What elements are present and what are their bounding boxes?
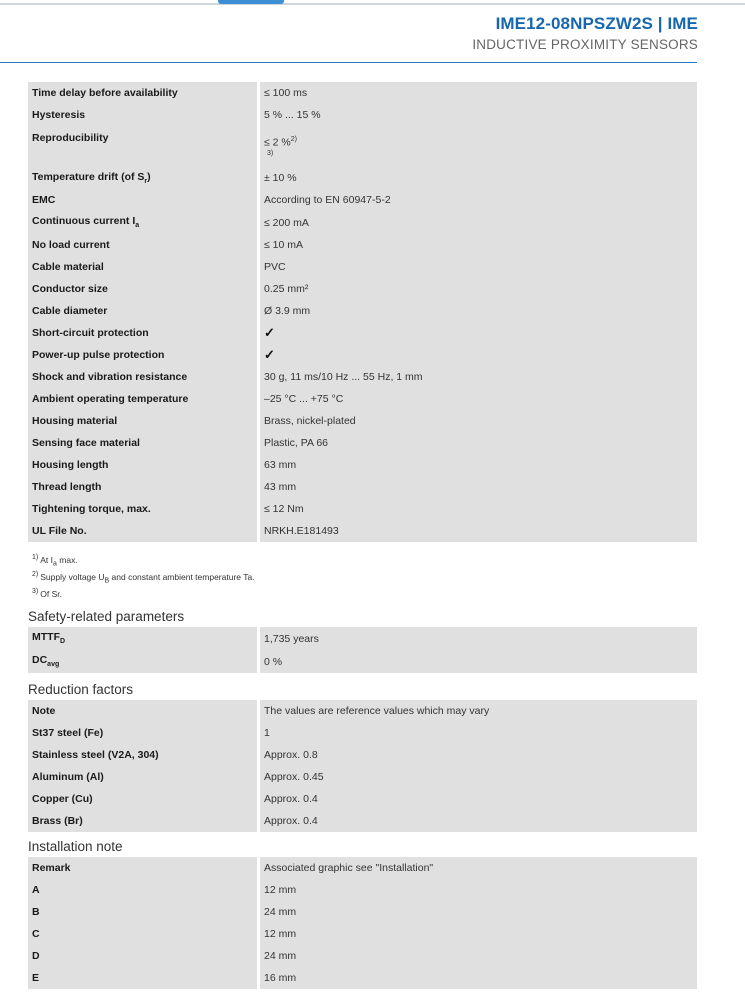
row-value <box>260 744 697 766</box>
value-text: 5 % ... 15 % <box>264 109 321 121</box>
row-value <box>260 901 697 923</box>
table-row <box>28 344 697 366</box>
row-label <box>28 650 260 673</box>
value-text: NRKH.E181493 <box>264 525 339 537</box>
row-label <box>28 234 260 256</box>
row-label <box>28 476 260 498</box>
row-label <box>28 520 260 542</box>
table-row <box>28 167 697 189</box>
label-text: Hysteresis <box>32 109 86 121</box>
label-text: Housing material <box>32 415 118 427</box>
label-text: MTTF <box>32 631 60 644</box>
row-label <box>28 788 260 810</box>
reduction-table <box>28 700 697 832</box>
row-label <box>28 945 260 967</box>
label-text: Stainless steel (V2A, 304) <box>32 749 159 761</box>
row-value <box>260 476 697 498</box>
row-value <box>260 234 697 256</box>
value-text: 12 mm <box>264 928 297 940</box>
table-row <box>28 82 697 104</box>
value-text: ± 10 % <box>264 172 297 184</box>
row-label <box>28 189 260 211</box>
label-text: Housing length <box>32 459 109 471</box>
row-value <box>260 410 697 432</box>
row-label <box>28 366 260 388</box>
row-value <box>260 104 697 126</box>
label-text: Temperature drift (of S <box>32 170 145 183</box>
row-label <box>28 722 260 744</box>
row-value <box>260 366 697 388</box>
label-text: Time delay before availability <box>32 87 178 99</box>
row-value <box>260 388 697 410</box>
row-value <box>260 126 697 167</box>
footnote-mark: 2) <box>32 571 39 578</box>
label-text: Aluminum (Al) <box>32 771 104 783</box>
value-text: Approx. 0.8 <box>264 749 318 761</box>
table-row <box>28 498 697 520</box>
table-row <box>28 234 697 256</box>
row-value <box>260 857 697 879</box>
label-text: Copper (Cu) <box>32 793 93 805</box>
table-row <box>28 766 697 788</box>
value-text: The values are reference values which may vary <box>264 705 490 717</box>
table-row <box>28 744 697 766</box>
checkmark-icon: ✓ <box>264 347 275 362</box>
label-text: D <box>32 950 40 962</box>
table-row <box>28 322 697 344</box>
row-label <box>28 167 260 189</box>
label-text: E <box>32 972 40 984</box>
row-label <box>28 388 260 410</box>
row-label <box>28 498 260 520</box>
footnote-text: Of Sr. <box>40 588 62 599</box>
row-value <box>260 256 697 278</box>
product-title: IME12-08NPSZW2S | IME <box>495 14 698 33</box>
label-text: A <box>32 884 40 896</box>
table-row <box>28 722 697 744</box>
row-label <box>28 627 260 650</box>
value-text: According to EN 60947-5-2 <box>264 194 391 206</box>
label-text: Reproducibility <box>32 132 109 144</box>
table-row <box>28 432 697 454</box>
specifications-table <box>28 82 697 542</box>
installation-table <box>28 857 697 989</box>
value-text: 16 mm <box>264 972 297 984</box>
table-row <box>28 189 697 211</box>
value-text: 1 <box>264 727 270 739</box>
label-text: Note <box>32 705 56 717</box>
header-divider <box>0 62 697 63</box>
table-row <box>28 879 697 901</box>
label-text: Cable material <box>32 261 104 273</box>
label-text: St37 steel (Fe) <box>32 727 104 739</box>
row-label <box>28 857 260 879</box>
value-text: Approx. 0.4 <box>264 815 318 827</box>
label-text: Tightening torque, max. <box>32 503 151 515</box>
value-text: 12 mm <box>264 884 297 896</box>
row-label <box>28 82 260 104</box>
label-text: Conductor size <box>32 283 108 295</box>
row-value <box>260 344 697 366</box>
row-value <box>260 432 697 454</box>
row-label <box>28 810 260 832</box>
row-value <box>260 211 697 234</box>
section-title-installation: Installation note <box>28 839 123 854</box>
label-text: Brass (Br) <box>32 815 83 827</box>
label-text: Shock and vibration resistance <box>32 371 188 383</box>
row-label <box>28 879 260 901</box>
checkmark-icon: ✓ <box>264 325 275 340</box>
footnote-tail: and constant ambient temperature Ta. <box>109 571 255 582</box>
footnote-mark: 3) <box>32 588 39 595</box>
value-text: 1,735 years <box>264 632 319 645</box>
table-row <box>28 857 697 879</box>
footnote-text: Supply voltage U <box>40 571 105 582</box>
row-value <box>260 167 697 189</box>
row-label <box>28 700 260 722</box>
value-text: Plastic, PA 66 <box>264 437 329 449</box>
value-text: 0.25 mm² <box>264 283 309 295</box>
label-text: Sensing face material <box>32 437 140 449</box>
row-label <box>28 344 260 366</box>
row-value <box>260 945 697 967</box>
table-row <box>28 388 697 410</box>
row-label <box>28 104 260 126</box>
label-text: Power-up pulse protection <box>32 349 165 361</box>
row-value <box>260 520 697 542</box>
table-row <box>28 104 697 126</box>
table-row <box>28 810 697 832</box>
row-label <box>28 126 260 167</box>
value-text: Approx. 0.4 <box>264 793 318 805</box>
row-value <box>260 322 697 344</box>
table-row <box>28 126 697 167</box>
footnote-item <box>32 554 78 568</box>
label-subscript: D <box>60 638 66 646</box>
row-label <box>28 432 260 454</box>
label-text: C <box>32 928 40 940</box>
row-value <box>260 627 697 650</box>
footnote-item <box>32 588 62 599</box>
label-subscript: a <box>135 222 140 230</box>
top-tab-indicator <box>218 0 284 4</box>
table-row <box>28 278 697 300</box>
row-label <box>28 454 260 476</box>
label-text: Thread length <box>32 481 102 493</box>
table-row <box>28 454 697 476</box>
value-text: ≤ 2 % <box>264 136 291 149</box>
value-text: 24 mm <box>264 950 297 962</box>
row-value <box>260 967 697 989</box>
footnote-tail: max. <box>56 554 78 565</box>
value-text: 63 mm <box>264 459 297 471</box>
row-label <box>28 322 260 344</box>
label-text: Remark <box>32 862 71 874</box>
table-row <box>28 901 697 923</box>
label-text: Cable diameter <box>32 305 108 317</box>
row-label <box>28 211 260 234</box>
row-value <box>260 189 697 211</box>
row-value <box>260 722 697 744</box>
table-row <box>28 967 697 989</box>
label-text: EMC <box>32 194 56 206</box>
value-text: Approx. 0.45 <box>264 771 324 783</box>
value-text: PVC <box>264 261 286 273</box>
row-value <box>260 923 697 945</box>
row-value <box>260 82 697 104</box>
row-label <box>28 923 260 945</box>
table-row <box>28 366 697 388</box>
footnote-text: At I <box>40 554 53 565</box>
value-text: ≤ 100 ms <box>264 87 308 99</box>
row-value <box>260 650 697 673</box>
table-row <box>28 211 697 234</box>
value-text: 43 mm <box>264 481 297 493</box>
label-text: Short-circuit protection <box>32 327 149 339</box>
footnote-subscript: B <box>104 577 110 585</box>
label-text: DC <box>32 654 48 667</box>
row-label <box>28 256 260 278</box>
value-text: 30 g, 11 ms/10 Hz ... 55 Hz, 1 mm <box>264 371 423 383</box>
label-text: UL File No. <box>32 525 87 537</box>
row-value <box>260 300 697 322</box>
row-label <box>28 300 260 322</box>
label-text: B <box>32 906 40 918</box>
row-label <box>28 278 260 300</box>
footnote-mark: 1) <box>32 554 39 561</box>
label-subscript: avg <box>47 661 60 669</box>
label-subscript: r <box>144 178 148 186</box>
footnote-item <box>32 571 255 585</box>
value-footnote-note: 3) <box>267 149 274 157</box>
safety-table <box>28 627 697 673</box>
label-text: Continuous current I <box>32 215 136 228</box>
product-category: INDUCTIVE PROXIMITY SENSORS <box>472 37 698 52</box>
table-row <box>28 256 697 278</box>
table-row <box>28 650 697 673</box>
label-text: No load current <box>32 239 110 251</box>
value-text: ≤ 12 Nm <box>264 503 304 515</box>
row-label <box>28 901 260 923</box>
value-text: Brass, nickel-plated <box>264 415 356 427</box>
row-value <box>260 278 697 300</box>
footnote-subscript: a <box>53 560 57 568</box>
label-text: Ambient operating temperature <box>32 393 189 405</box>
row-value <box>260 766 697 788</box>
row-value <box>260 810 697 832</box>
row-label <box>28 967 260 989</box>
table-row <box>28 923 697 945</box>
row-value <box>260 454 697 476</box>
value-text: ≤ 200 mA <box>264 216 309 229</box>
table-row <box>28 700 697 722</box>
value-text: 0 % <box>264 655 283 668</box>
section-title-safety: Safety-related parameters <box>28 609 185 624</box>
row-value <box>260 879 697 901</box>
row-value <box>260 788 697 810</box>
value-text: Associated graphic see "Installation" <box>264 862 434 874</box>
row-label <box>28 766 260 788</box>
row-value <box>260 498 697 520</box>
value-text: 24 mm <box>264 906 297 918</box>
value-text: Ø 3.9 mm <box>264 305 311 317</box>
top-border <box>0 3 745 5</box>
table-row <box>28 410 697 432</box>
value-text: –25 °C ... +75 °C <box>264 393 344 405</box>
table-row <box>28 520 697 542</box>
row-label <box>28 410 260 432</box>
table-row <box>28 476 697 498</box>
label-tail: ) <box>147 170 151 183</box>
row-value <box>260 700 697 722</box>
section-title-reduction: Reduction factors <box>28 682 134 697</box>
value-footnote-ref: 2) <box>290 136 298 144</box>
table-row <box>28 627 697 650</box>
table-row <box>28 788 697 810</box>
row-label <box>28 744 260 766</box>
table-row <box>28 300 697 322</box>
table-row <box>28 945 697 967</box>
value-text: ≤ 10 mA <box>264 239 304 251</box>
